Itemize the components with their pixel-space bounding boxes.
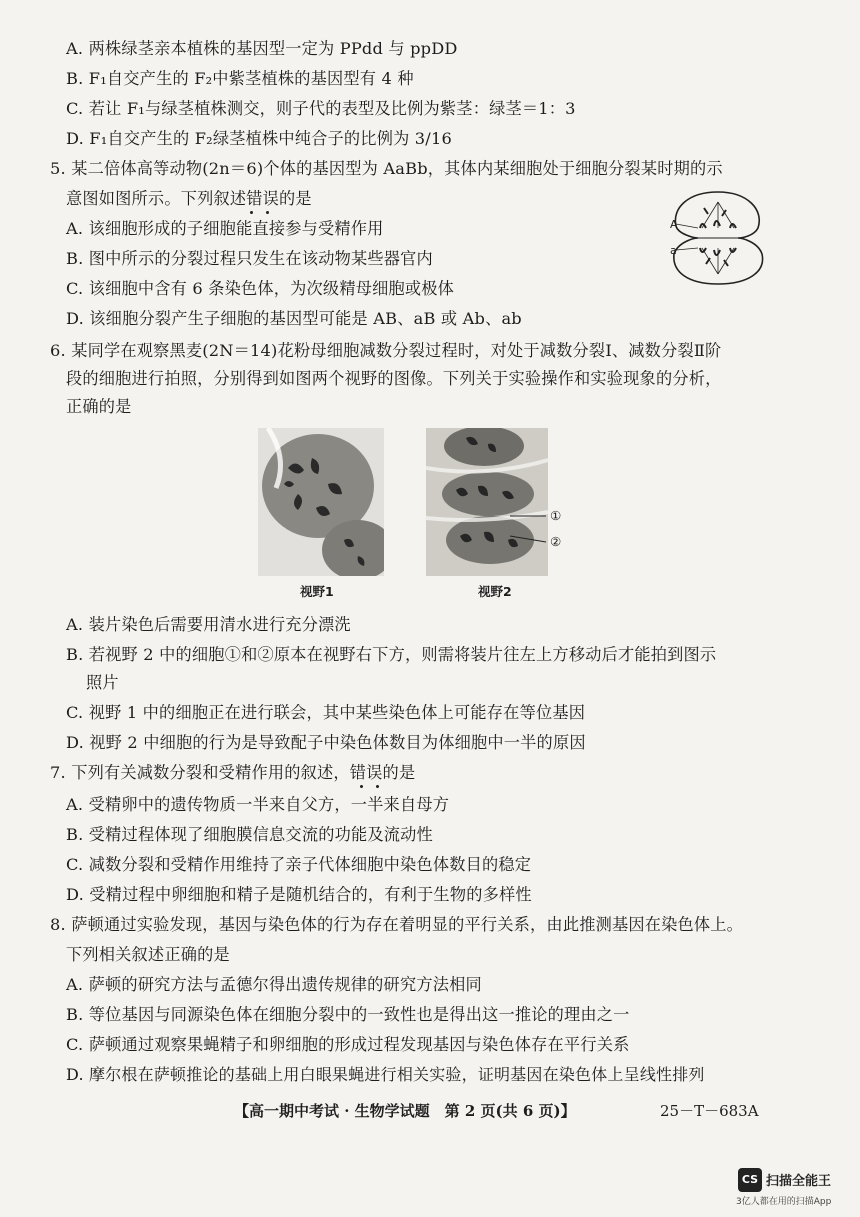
scanner-app-name: 扫描全能王	[766, 1174, 832, 1189]
micrograph-view2	[426, 428, 548, 576]
view1-label: 视野1	[300, 584, 334, 599]
footer-title: 【高一期中考试 · 生物学试题 第 2 页(共 6 页)】	[234, 1102, 576, 1120]
q6-stem-line2: 段的细胞进行拍照，分别得到如图两个视野的图像。下列关于实验操作和实验现象的分析，	[66, 369, 722, 388]
footer-code: 25－T－683A	[660, 1102, 759, 1120]
q6-option-b: B. 若视野 2 中的细胞①和②原本在视野右下方，则需将装片往左上方移动后才能拍到图示	[66, 645, 717, 664]
emphasis-dot	[266, 211, 269, 214]
diagram-label-lower: a	[670, 244, 677, 257]
q5-option-c: C. 该细胞中含有 6 条染色体，为次级精母细胞或极体	[66, 279, 455, 298]
camscanner-logo-icon: CS	[738, 1168, 762, 1192]
q8-stem-line2: 下列相关叙述正确的是	[66, 945, 230, 964]
q6-stem-line3: 正确的是	[66, 397, 132, 416]
q8-stem-line1: 8. 萨顿通过实验发现，基因与染色体的行为存在着明显的平行关系，由此推测基因在染色体上。	[50, 915, 744, 934]
scanner-tagline: 3亿人都在用的扫描App	[736, 1197, 832, 1207]
q4-option-d: D. F₁自交产生的 F₂绿茎植株中纯合子的比例为 3/16	[66, 129, 452, 148]
emphasis-dot	[250, 211, 253, 214]
diagram-label-upper: A	[670, 218, 678, 231]
cell-division-diagram	[668, 188, 768, 288]
emphasis-dot	[376, 785, 379, 788]
q4-option-a: A. 两株绿茎亲本植株的基因型一定为 PPdd 与 ppDD	[66, 39, 458, 58]
q7-option-a: A. 受精卵中的遗传物质一半来自父方，一半来自母方	[66, 795, 450, 814]
q5-option-b: B. 图中所示的分裂过程只发生在该动物某些器官内	[66, 249, 433, 268]
q7-option-b: B. 受精过程体现了细胞膜信息交流的功能及流动性	[66, 825, 433, 844]
q4-option-b: B. F₁自交产生的 F₂中紫茎植株的基因型有 4 种	[66, 69, 414, 88]
emphasis-dot	[360, 785, 363, 788]
q5-option-a: A. 该细胞形成的子细胞能直接参与受精作用	[66, 219, 384, 238]
q5-stem-line2: 意图如图所示。下列叙述错误的是	[66, 189, 312, 208]
q6-stem-line1: 6. 某同学在观察黑麦(2N＝14)花粉母细胞减数分裂过程时，对处于减数分裂Ⅰ、减数分裂Ⅱ阶	[50, 341, 722, 360]
q8-option-d: D. 摩尔根在萨顿推论的基础上用白眼果蝇进行相关实验，证明基因在染色体上呈线性排列	[66, 1065, 705, 1084]
q8-option-b: B. 等位基因与同源染色体在细胞分裂中的一致性也是得出这一推论的理由之一	[66, 1005, 630, 1024]
marker-1: ①	[550, 508, 562, 523]
q4-option-c: C. 若让 F₁与绿茎植株测交，则子代的表型及比例为紫茎：绿茎＝1：3	[66, 99, 576, 118]
q5-stem-line1: 5. 某二倍体高等动物(2n＝6)个体的基因型为 AaBb，其体内某细胞处于细胞分裂某时期的示	[50, 159, 723, 178]
q6-option-b-cont: 照片	[86, 673, 119, 692]
q8-option-a: A. 萨顿的研究方法与孟德尔得出遗传规律的研究方法相同	[66, 975, 482, 994]
view2-label: 视野2	[478, 584, 512, 599]
micrograph-view1	[258, 428, 384, 576]
q7-stem: 7. 下列有关减数分裂和受精作用的叙述，错误的是	[50, 763, 416, 782]
q6-option-d: D. 视野 2 中细胞的行为是导致配子中染色体数目为体细胞中一半的原因	[66, 733, 586, 752]
marker-2: ②	[550, 534, 562, 549]
q7-option-c: C. 减数分裂和受精作用维持了亲子代体细胞中染色体数目的稳定	[66, 855, 532, 874]
q5-option-d: D. 该细胞分裂产生子细胞的基因型可能是 AB、aB 或 Ab、ab	[66, 309, 522, 328]
q6-option-c: C. 视野 1 中的细胞正在进行联会，其中某些染色体上可能存在等位基因	[66, 703, 586, 722]
pointer-lines	[510, 508, 550, 548]
q6-option-a: A. 装片染色后需要用清水进行充分漂洗	[66, 615, 351, 634]
q8-option-c: C. 萨顿通过观察果蝇精子和卵细胞的形成过程发现基因与染色体存在平行关系	[66, 1035, 630, 1054]
q7-option-d: D. 受精过程中卵细胞和精子是随机结合的，有利于生物的多样性	[66, 885, 532, 904]
